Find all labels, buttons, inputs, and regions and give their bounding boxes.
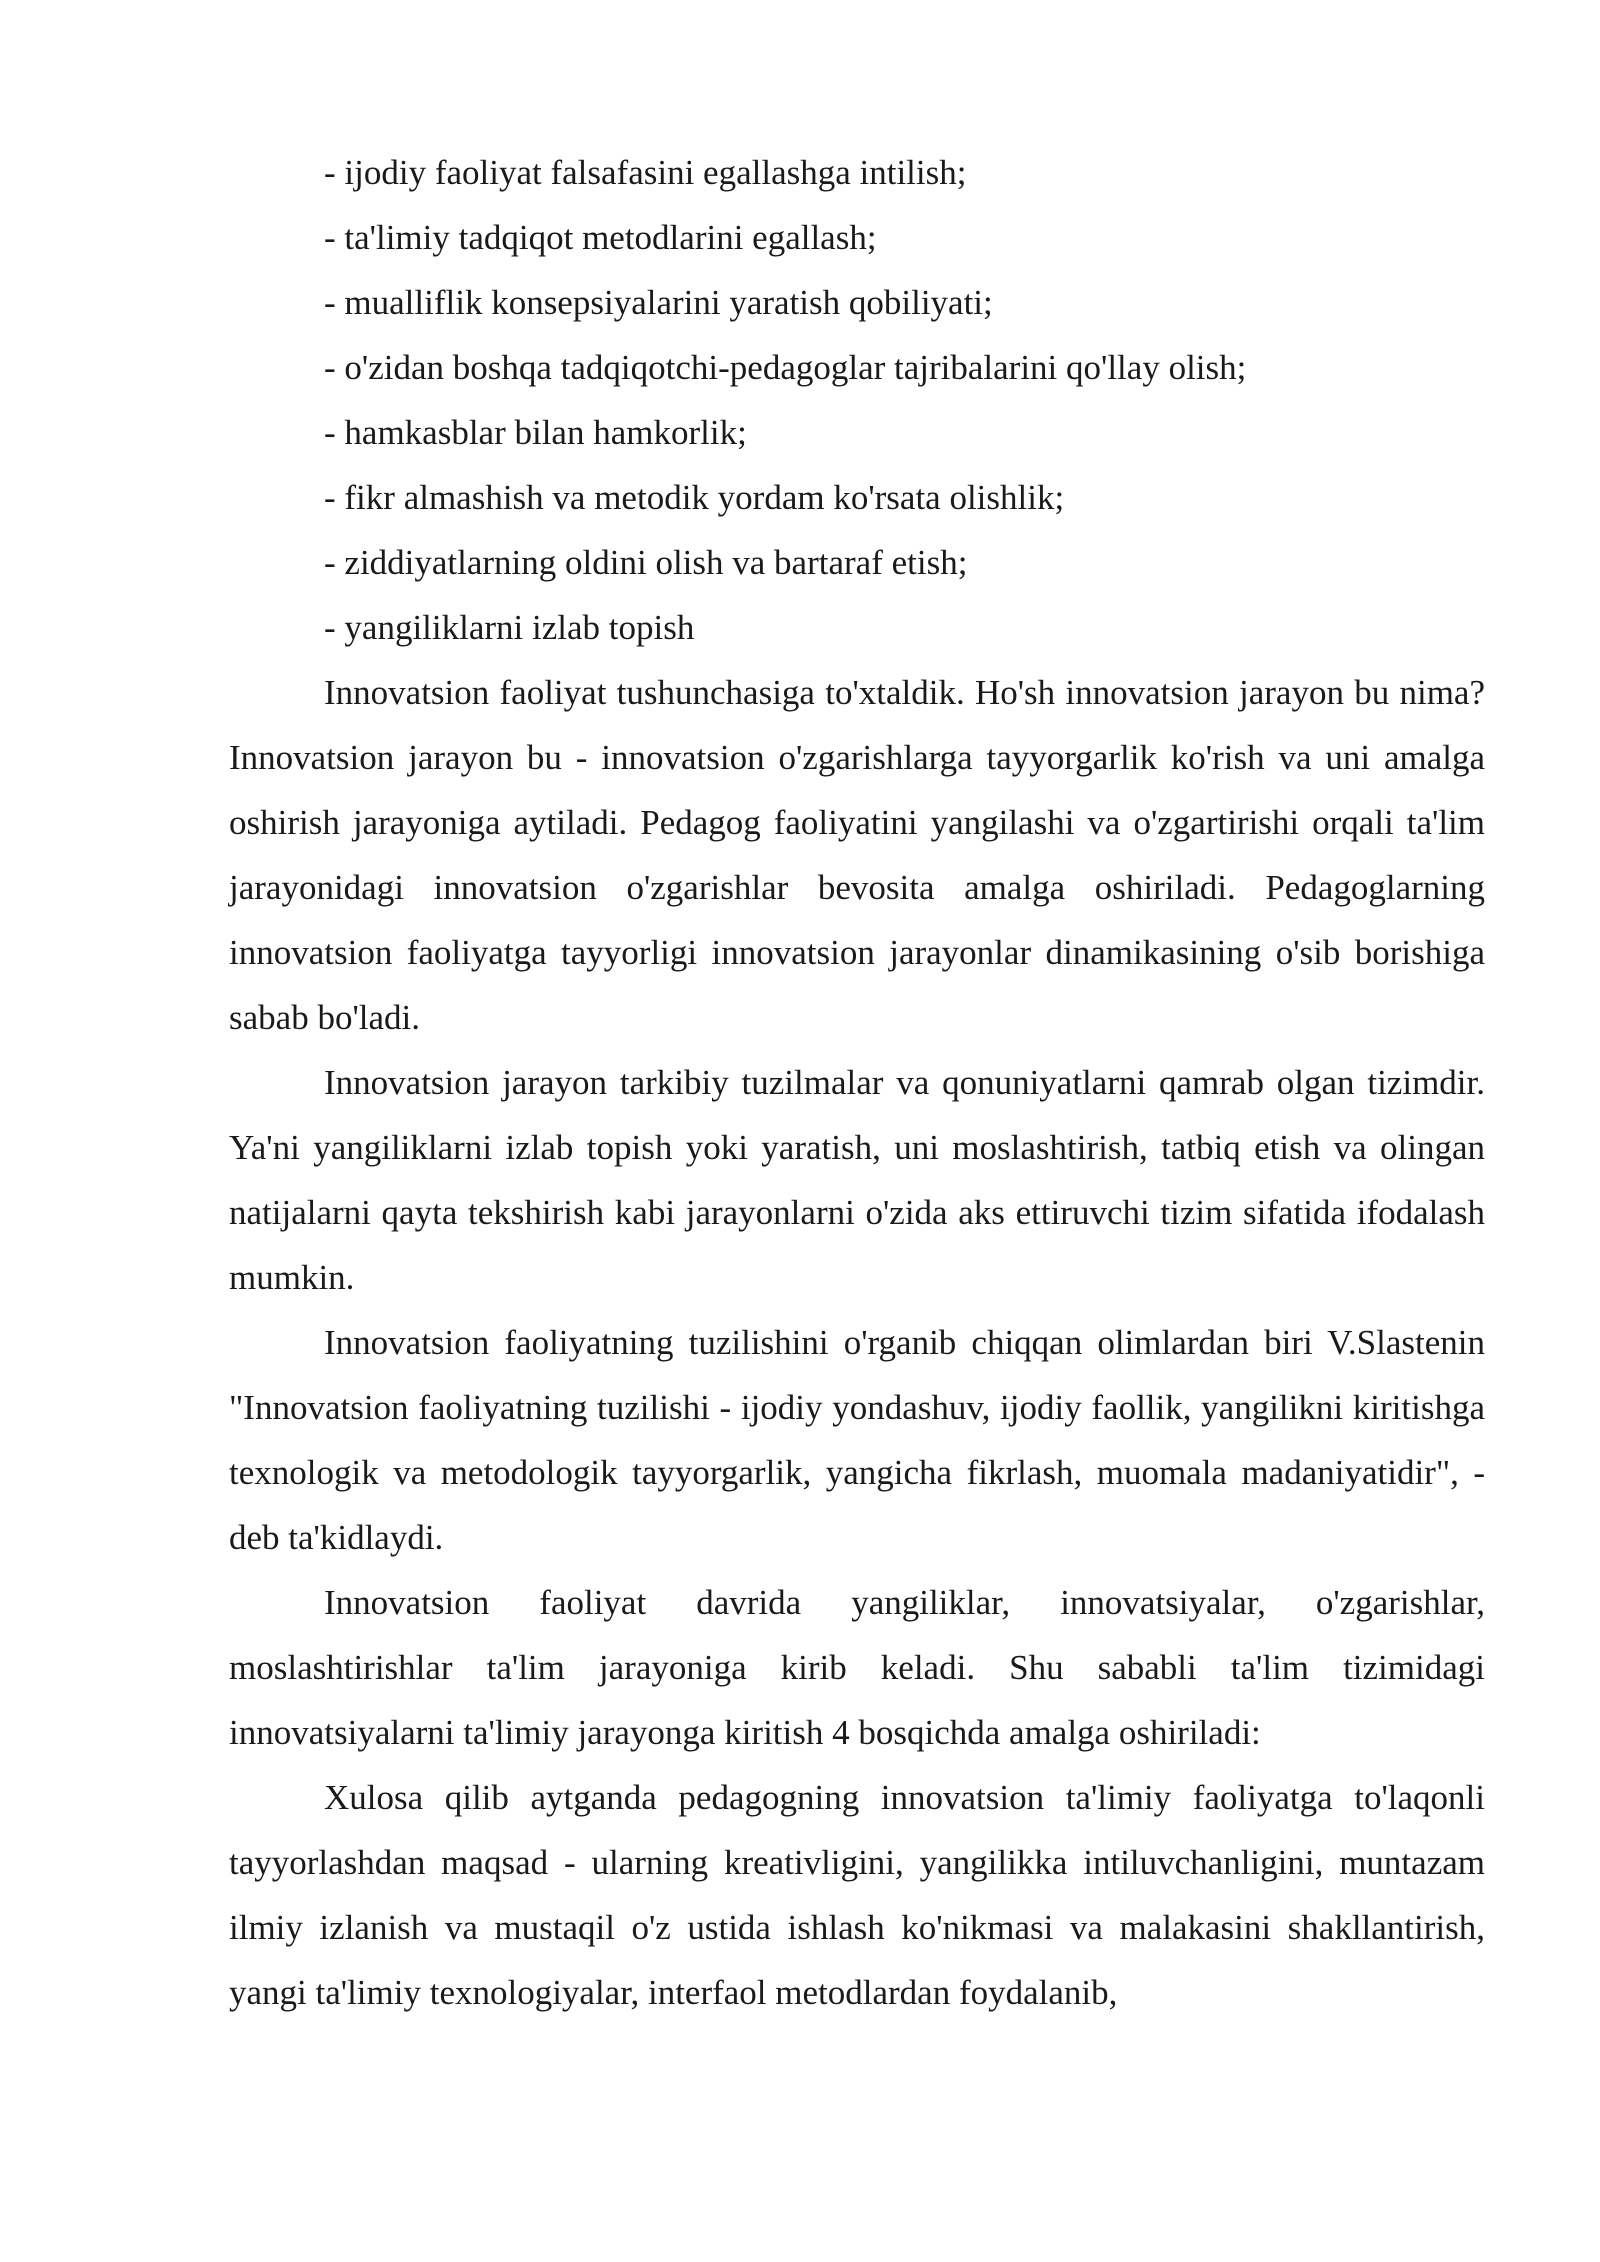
paragraph-conclusion: Xulosa qilib aytganda pedagogning innovatsion ta'limiy faoliyatga to'laqonli tayyorlashdan maqsad - ularning kreativligini, yangilikka intiluvchanligini, muntazam ilmiy izlanish va mustaqil o'z ustida ishlash ko'nikmasi va malakasini shakllantirish, yangi ta'limiy texnologiyalar, interfaol metodlardan foydalanib,	[229, 1778, 1485, 2012]
paragraph-innovation-stages: Innovatsion faoliyat davrida yangiliklar, innovatsiyalar, o'zgarishlar, moslashtirishlar ta'lim jarayoniga kirib keladi. Shu sababli ta'lim tizimidagi innovatsiyalarni ta'limiy jarayonga kiritish 4 bosqichda amalga oshiriladi:	[229, 1583, 1485, 1752]
paragraph-innovation-process: Innovatsion faoliyat tushunchasiga to'xtaldik. Ho'sh innovatsion jarayon bu nima? Innovatsion jarayon bu - innovatsion o'zgarishlarga tayyorgarlik ko'rish va uni amalga oshirish jarayoniga aytiladi. Pedagog faoliyatini yangilashi va o'zgartirishi orqali ta'lim jarayonidagi innovatsion o'zgarishlar bevosita amalga oshiriladi. Pedagoglarning innovatsion faoliyatga tayyorligi innovatsion jarayonlar dinamikasining o'sib borishiga sabab bo'ladi.	[229, 673, 1485, 1037]
list-item: - fikr almashish va metodik yordam ko'rsata olishlik;	[324, 478, 1065, 517]
list-item: - ta'limiy tadqiqot metodlarini egallash;	[324, 218, 877, 257]
list-item: - o'zidan boshqa tadqiqotchi-pedagoglar tajribalarini qo'llay olish;	[324, 348, 1247, 387]
paragraph-slastenin-quote: Innovatsion faoliyatning tuzilishini o'rganib chiqqan olimlardan biri V.Slastenin "Innovatsion faoliyatning tuzilishi - ijodiy yondashuv, ijodiy faollik, yangilikni kiritishga texnologik va metodologik tayyorgarlik, yangicha fikrlash, muomala madaniyatidir", - deb ta'kidlaydi.	[229, 1323, 1485, 1557]
list-item: - hamkasblar bilan hamkorlik;	[324, 413, 747, 452]
document-page	[229, 140, 1485, 2025]
list-item: - yangiliklarni izlab topish	[324, 608, 695, 647]
paragraph-process-system: Innovatsion jarayon tarkibiy tuzilmalar va qonuniyatlarni qamrab olgan tizimdir. Ya'ni yangiliklarni izlab topish yoki yaratish, uni moslashtirish, tatbiq etish va olingan natijalarni qayta tekshirish kabi jarayonlarni o'zida aks ettiruvchi tizim sifatida ifodalash mumkin.	[229, 1063, 1485, 1297]
list-item: - mualliflik konsepsiyalarini yaratish qobiliyati;	[324, 283, 993, 322]
list-item: - ziddiyatlarning oldini olish va bartaraf etish;	[324, 543, 968, 582]
list-item: - ijodiy faoliyat falsafasini egallashga intilish;	[324, 153, 967, 192]
bullet-list	[229, 140, 1485, 660]
